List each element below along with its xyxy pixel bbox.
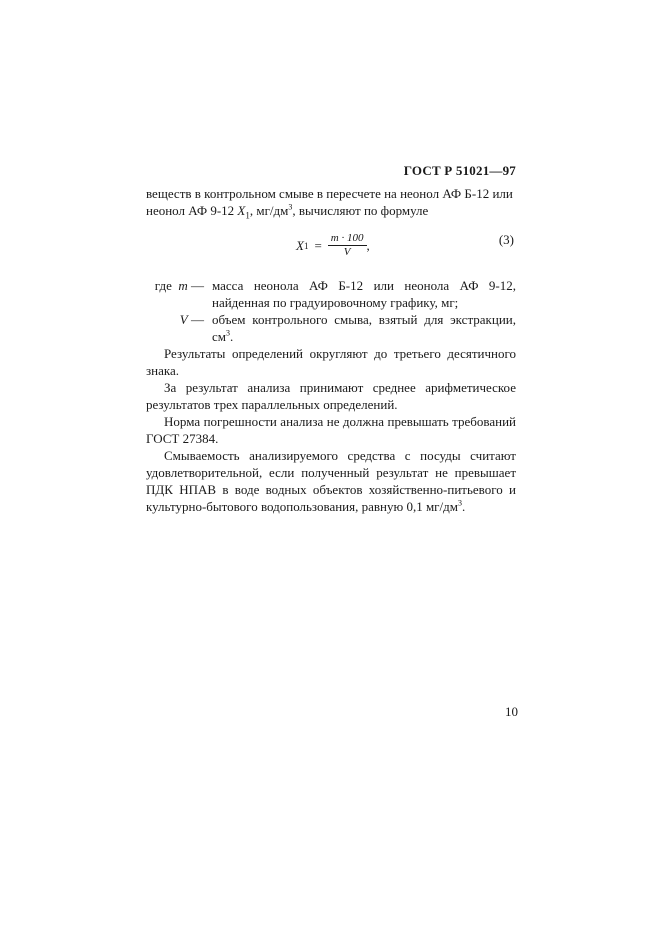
formula-block [146,229,516,271]
paragraph-rounding: Результаты определений округляют до третьего десятичного знака. [146,346,516,378]
equation-number: (3) [498,232,514,247]
definition-prefix: где [154,278,172,293]
formula-equals: = [314,238,322,253]
document-code-header: ГОСТ Р 51021—97 [403,163,516,178]
paragraph-result: За результат анализа принимают среднее арифметическое результатов трех параллельных определений. [146,380,516,412]
formula-denominator: V [343,246,351,258]
paragraph-error-norm: Норма погрешности анализа не должна превышать требований ГОСТ 27384. [146,414,516,446]
definition-symbol: m [178,278,188,293]
page-number: 10 [505,704,518,719]
definition-item: V — объем контрольного смыва, взятый для экстракции, $см^3$. [179,312,516,344]
document-body [146,185,516,515]
intro-line-1: веществ в контрольном смыве в пересчете на неонол АФ Б-12 или [146,186,513,201]
variable-x: X [237,203,246,218]
definitions-list [146,277,516,345]
formula: X 1 = $\frac{m \cdot 100}{V}$ , [296,232,370,258]
formula-numerator: m · 100 [328,232,367,246]
definition-text: объем контрольного смыва, взятый для экстракции, $см^3$. [212,312,516,344]
formula-fraction [328,232,367,259]
definition-text: масса неонола АФ Б-12 или неонола АФ 9-12, найденная по градуировочному графику, мг; [212,278,516,310]
definition-item: где m — масса неонола АФ Б-12 или неонола АФ 9-12, найденная по градуировочному графику, мг; [154,278,516,310]
formula-trailing-comma: , [366,238,370,253]
intro-line-2: неонол АФ 9-12 $X_1$, $мг/дм^3$, вычисляют по формуле [146,202,429,221]
definition-symbol: V [179,312,188,327]
paragraph-washability: Смываемость анализируемого средства с посуды считают удовлетворительной, если полученный результат не превышает ПДК НПАВ в воде водных объектов хозяйственно-питьевого и культурно-бытового водопользования, равную 0,1 $мг/дм^3$. [146,448,516,514]
formula-lhs-variable: X [296,238,304,253]
